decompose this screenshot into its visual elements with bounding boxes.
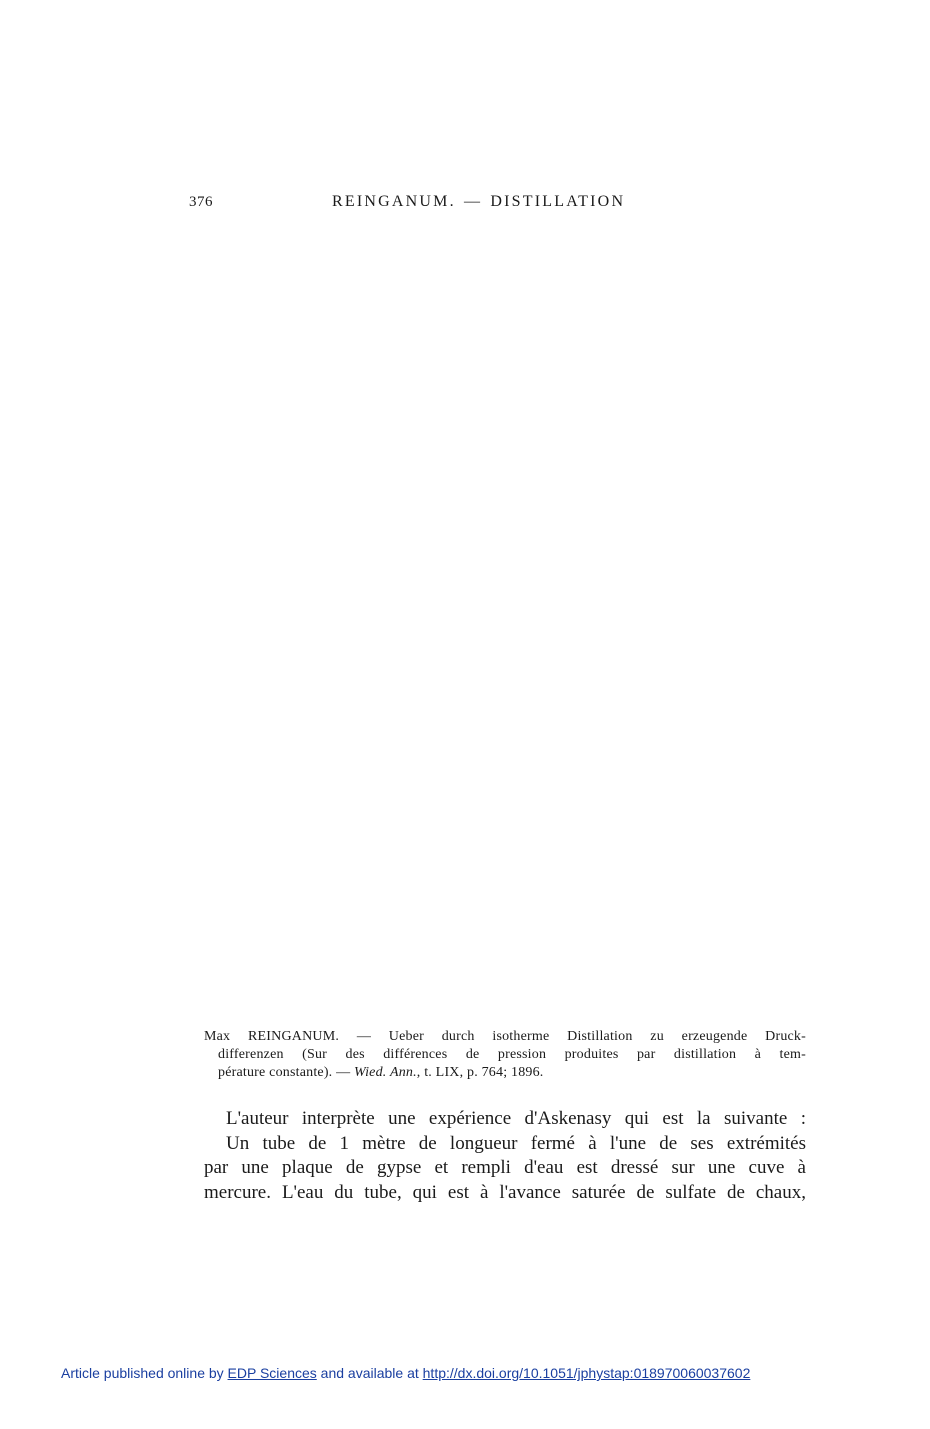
page-number: 376 — [189, 194, 213, 210]
journal-title: Wied. Ann. — [354, 1065, 417, 1080]
citation-line — [204, 1064, 806, 1082]
footer-prefix: Article published online by — [61, 1365, 228, 1381]
publisher-link[interactable]: EDP Sciences — [227, 1365, 317, 1381]
paragraph-line: par une plaque de gypse et rempli d'eau est dressé sur une cuve à — [204, 1157, 806, 1178]
citation-text: pérature constante). — — [218, 1065, 354, 1080]
publication-footer — [61, 1365, 750, 1381]
footer-middle: and available at — [316, 1365, 423, 1381]
paragraph-line: mercure. L'eau du tube, qui est à l'avance saturée de sulfate de chaux, — [204, 1181, 806, 1203]
paragraph-line: Un tube de 1 mètre de longueur fermé à l'une de ses extrémités — [226, 1132, 806, 1154]
citation-line: Max REINGANUM. — Ueber durch isotherme Distillation zu erzeugende Druck- — [204, 1029, 806, 1044]
body-text — [204, 1107, 806, 1205]
citation-text: , t. LIX, p. 764; 1896. — [416, 1065, 544, 1080]
running-head: REINGANUM. — DISTILLATION — [332, 193, 626, 210]
paragraph-line: L'auteur interprète une expérience d'Askenasy qui est la suivante : — [226, 1108, 806, 1129]
citation-line: differenzen (Sur des différences de pression produites par distillation à tem- — [218, 1047, 806, 1062]
citation — [204, 1028, 806, 1082]
doi-link[interactable]: http://dx.doi.org/10.1051/jphystap:018970060037602 — [422, 1365, 751, 1381]
